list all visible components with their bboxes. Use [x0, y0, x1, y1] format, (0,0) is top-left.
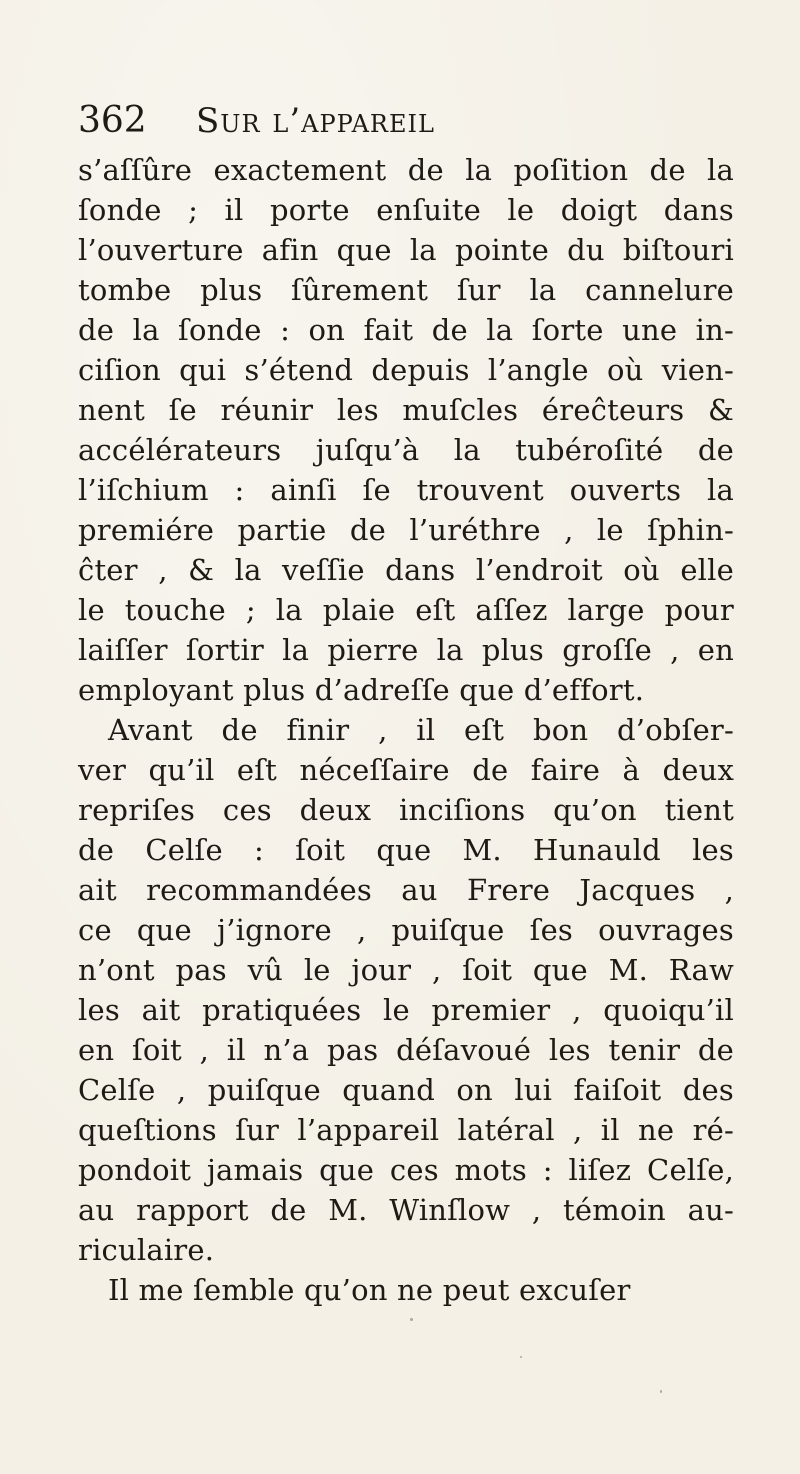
text-line: Avant de finir , il eſt bon d’obſer-: [108, 713, 734, 747]
text-line: au rapport de M. Winſlow , témoin au-: [78, 1193, 734, 1227]
text-line: le touche ; la plaie eſt aſſez large pour: [78, 593, 734, 627]
text-line: ſonde ; il porte enſuite le doigt dans: [78, 193, 734, 227]
page-number: 362: [78, 100, 147, 141]
text-line: ver qu’il eſt néceſſaire de faire à deux: [78, 753, 734, 787]
text-line: les ait pratiquées le premier , quoiqu’il: [78, 993, 734, 1027]
running-head: Sur l’appareil: [196, 101, 435, 141]
text-line: nent ſe réunir les muſcles éreĉteurs &: [78, 393, 734, 427]
text-line: l’ouverture afin que la pointe du biſtouri: [78, 233, 734, 267]
text-line: repriſes ces deux inciſions qu’on tient: [78, 793, 734, 827]
text-line: de Celſe : ſoit que M. Hunauld les: [78, 833, 734, 867]
paper-speck: [660, 1390, 662, 1393]
text-line: riculaire.: [78, 1233, 215, 1267]
text-line: s’aſſûre exactement de la poſition de la: [78, 153, 734, 187]
text-line: de la ſonde : on fait de la ſorte une in-: [78, 313, 734, 347]
text-line: premiére partie de l’uréthre , le ſphin-: [78, 513, 734, 547]
text-line: n’ont pas vû le jour , ſoit que M. Raw: [78, 953, 734, 987]
text-line: en ſoit , il n’a pas déſavoué les tenir de: [78, 1033, 734, 1067]
text-line: ĉter , & la veſſie dans l’endroit où elle: [78, 553, 734, 587]
text-line: Celſe , puiſque quand on lui faiſoit des: [78, 1073, 734, 1107]
text-line: ce que j’ignore , puiſque ſes ouvrages: [78, 913, 734, 947]
paper-speck: [410, 1318, 413, 1321]
text-line: laiſſer ſortir la pierre la plus groſſe , en: [78, 633, 734, 667]
text-line: pondoit jamais que ces mots : liſez Celſe,: [78, 1153, 734, 1187]
page-header: [78, 96, 738, 146]
text-line: queſtions ſur l’appareil latéral , il ne ré-: [78, 1113, 734, 1147]
text-line: l’iſchium : ainſi ſe trouvent ouverts la: [78, 473, 734, 507]
text-line: Il me ſemble qu’on ne peut excuſer: [108, 1273, 631, 1307]
paper-speck: [520, 1356, 522, 1358]
text-line: tombe plus ſûrement ſur la cannelure: [78, 273, 734, 307]
body-text: [78, 150, 734, 1310]
text-line: employant plus d’adreſſe que d’effort.: [78, 673, 645, 707]
text-line: ciſion qui s’étend depuis l’angle où vien-: [78, 353, 734, 387]
text-line: accélérateurs juſqu’à la tubéroſité de: [78, 433, 734, 467]
text-line: ait recommandées au Frere Jacques ,: [78, 873, 734, 907]
